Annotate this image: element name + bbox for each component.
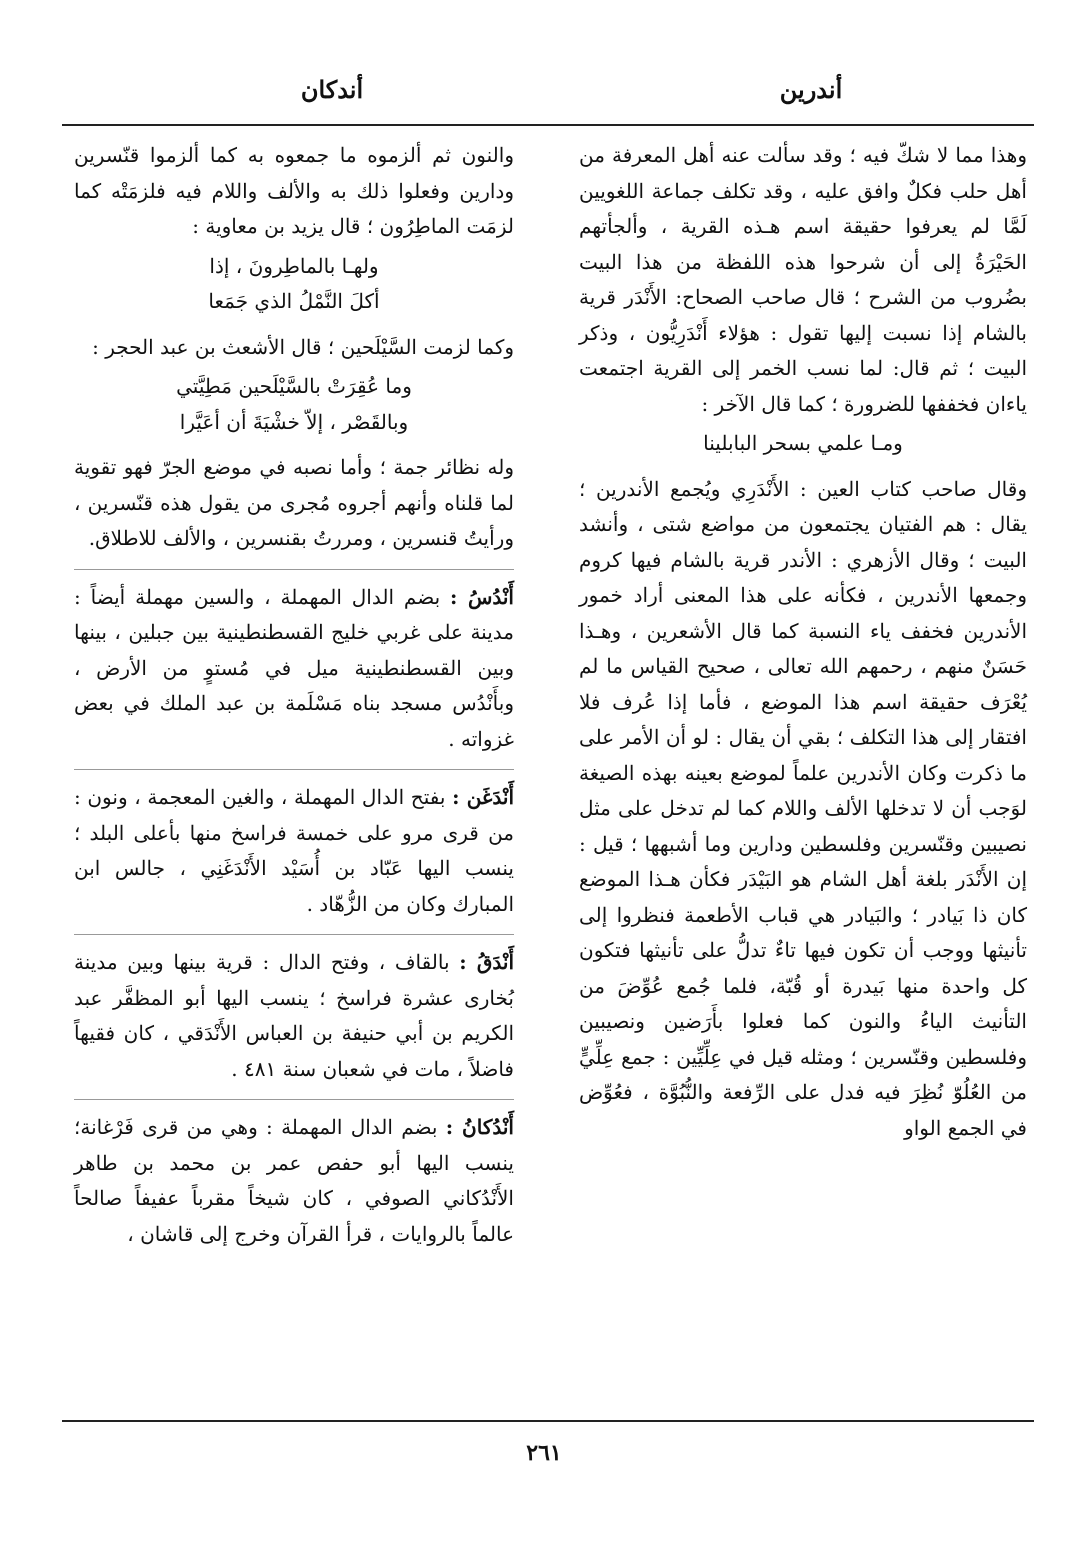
paragraph: وهذا مما لا شكّ فيه ؛ وقد سألت عنه أهل المعرفة من أهل حلب فكلٌ وافق عليه ، وقد تكلف جماعة اللغويين لَمَّا لم يعرفوا حقيقة اسم هـذه القرية ، وألجأتهم الحَيْرَةُ إلى أن شرحوا هذه اللفظة من هذا البيت بضُروب من الشرح ؛ قال صاحب الصحاح: الأَنْدَر قرية بالشام إذا نسبت إليها تقول : هؤلاء أَنْدَرِيُّون ، وذكر البيت ؛ ثم قال: لما نسب الخمر إلى القرية اجتمعت ياءان فخففها للضرورة ؛ كما قال الآخر : bbox=[579, 143, 1027, 416]
left-column bbox=[74, 138, 514, 1252]
verse-line: أكلَ النَّمْلُ الذي جَمَعا bbox=[208, 289, 380, 313]
entry-body: بضم الدال المهملة ، والسين مهملة أيضاً : مدينة على غربي خليج القسطنطينية بين جبلين ، بينها وبين القسطنطينية ميل في مُستوٍ من الأرض ، وبأَنْدُس مسجد بناه مَسْلَمة بن عبد الملك في بعض غزواته . bbox=[74, 584, 514, 751]
verse-line: ومـا علمي بسحر البابلينا bbox=[703, 431, 903, 455]
verse-line: وما عُقِرَتْ بالسَّيْلَحين مَطِيَّتي bbox=[176, 374, 412, 398]
headword: أَنْدَقُ : bbox=[459, 950, 515, 974]
page-number: ٢٦١ bbox=[526, 1440, 562, 1466]
running-head-left: أندكان bbox=[300, 75, 364, 104]
paragraph: وكما لزمت السَّيْلَحين ؛ قال الأشعث بن عبد الحجر : bbox=[92, 334, 514, 359]
entry-andus bbox=[74, 580, 514, 758]
headword: أَنْدُسُ : bbox=[450, 584, 514, 609]
entry-andaghan bbox=[74, 780, 514, 922]
verse-line: وبالقَصْر ، إلاّ خشْيَةَ أن أعَيَّرا bbox=[179, 409, 409, 434]
paragraph: وقال صاحب كتاب العين : الأَنْدَرِي ويُجمع الأندرين ؛ يقال : هم الفتيان يجتمعون من مواضع شتى ، وأنشد البيت ؛ وقال الأزهري : الأندر قرية بالشام فيها كروم وجمعها الأندرين ، فكأنه على هذا المعنى أراد خمور الأندرين فخفف ياء النسبة كما قال الأشعرين ، وهـذا حَسَنٌ منهم ، رحمهم الله تعالى ، صحيح القياس ما لم يُعْرَف حقيقة اسم هذا الموضع ، فأما إذا عُرف فلا افتقار إلى هذا التكلف ؛ بقي أن يقال : لو أن الأمر على ما ذكرت وكان الأندرين علماً لموضع بعينه بهذه الصيغة لوَجب أن لا تدخلها الألف واللام كما لم تدخل على مثل نصيبين وقنّسرين وفلسطين ودارين وما أشبهها ؛ قيل : إن الأَنْدَر بلغة أهل الشام هو البَيْدَر فكأن هـذا الموضع كان ذا بَيادر ؛ والبَيادر هي قباب الأطعمة فنظروا إلى تأنيثها ووجب أن تكون فيها تاءٌ تدلُّ على تأنيثها فتكون كل واحدة منها بَيدرة أو قُبّة، فلما جُمع عُوِّضَ من التأنيث الياءُ والنون كما فعلوا بأَرَضين ونصيبين وفلسطين وقنّسرين ؛ ومثله قيل في عِلِّيِّين : جمع عِلِّيٍّ من العُلُوّ نُظِرَ فيه فدل على الرِّفعة والنُّبُوَّة ، فعُوِّض في الجمع الواو bbox=[579, 476, 1027, 1140]
entry-body: بضم الدال المهملة : وهي من قرى فَرْغانة؛ ينسب اليها أبو حفص عمر بن محمد بن طاهر الأَنْدُكاني الصوفي ، كان شيخاً مقرباً عفيفاً صالحاً عالماً بالروايات ، قرأ القرآن وخرج إلى قاشان ، bbox=[74, 1115, 514, 1246]
running-head-right: أندرين bbox=[779, 75, 843, 104]
entry-andakan bbox=[74, 1110, 514, 1252]
right-column bbox=[579, 138, 1027, 1146]
entry-andaq bbox=[74, 945, 514, 1087]
bottom-rule bbox=[62, 1420, 1034, 1422]
verse bbox=[74, 249, 514, 320]
verse bbox=[74, 369, 514, 440]
verse-line: ولهـا بالماطِرونَ ، إذا bbox=[209, 253, 379, 278]
headword: أَنْدَغَن : bbox=[452, 785, 515, 809]
entry-divider bbox=[74, 569, 514, 570]
verse bbox=[579, 426, 1027, 462]
entry-body: بفتح الدال المهملة ، والغين المعجمة ، ونون : من قرى مرو على خمسة فراسخ منها بأعلى البلد ؛ ينسب اليها عَبّاد بن أُسَيْد الأَنْدَغَنِي ، جالس ابن المبارك وكان من الزُّهّاد . bbox=[74, 785, 514, 916]
entry-divider bbox=[74, 1099, 514, 1100]
top-rule bbox=[62, 124, 1034, 126]
entry-body: بالقاف ، وفتح الدال : قرية بينها وبين مدينة بُخارى عشرة فراسخ ؛ ينسب اليها أبو المظفَّر عبد الكريم بن أبي حنيفة بن العباس الأَنْدَقي ، كان فقيهاً فاضلاً ، مات في شعبان سنة ٤٨١ . bbox=[74, 950, 514, 1081]
entry-divider bbox=[74, 934, 514, 935]
entry-divider bbox=[74, 769, 514, 770]
paragraph: والنون ثم ألزموه ما جمعوه به كما ألزموا قنّسرين ودارين وفعلوا ذلك به والألف واللام فيه فلزمَتْه كما لزمَت الماطِرُون ؛ قال يزيد بن معاوية : bbox=[74, 143, 514, 238]
headword: أَنْدُكانُ : bbox=[445, 1115, 514, 1139]
paragraph: وله نظائر جمة ؛ وأما نصبه في موضع الجرّ فهو تقوية لما قلناه وأنهم أجروه مُجرى من يقول هذه قنّسرين ، ورأيتُ قنسرين ، ومررتُ بقنسرين ، والألف للاطلاق. bbox=[74, 455, 514, 550]
